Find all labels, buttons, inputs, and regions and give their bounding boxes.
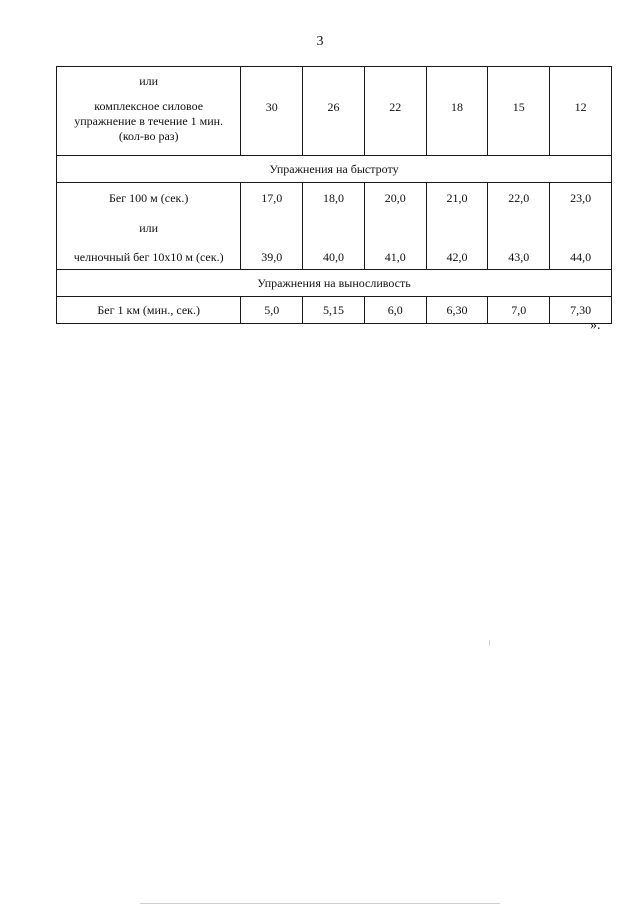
page-bottom-edge <box>140 903 500 904</box>
strength-or-text: или <box>139 74 159 88</box>
run-1km-label: Бег 1 км (мин., сек.) <box>57 297 241 324</box>
run-100m-value: 18,0 <box>323 191 344 205</box>
run-100m-value: 21,0 <box>446 191 468 205</box>
speed-row <box>57 183 612 270</box>
strength-value-cell: 26 <box>303 67 365 156</box>
strength-value-cell: 22 <box>364 67 426 156</box>
scan-artifact <box>489 640 490 646</box>
run-100m-label: Бег 100 м (сек.) <box>109 191 189 205</box>
strength-label-line: (кол-во раз) <box>118 129 179 143</box>
shuttle-run-label: челночный бег 10х10 м (сек.) <box>73 250 224 264</box>
run-1km-value: 5,15 <box>303 297 365 324</box>
speed-exercise-label <box>57 183 241 270</box>
speed-value-cell <box>426 183 488 270</box>
run-1km-value: 6,30 <box>426 297 488 324</box>
speed-value-cell <box>241 183 303 270</box>
endurance-row <box>57 297 612 324</box>
speed-value-cell <box>488 183 550 270</box>
run-1km-value: 6,0 <box>364 297 426 324</box>
run-1km-value: 7,0 <box>488 297 550 324</box>
norms-table <box>56 66 612 324</box>
page-number: 3 <box>316 34 324 49</box>
speed-section-header-row <box>57 156 612 183</box>
strength-label-line: комплексное силовое <box>94 99 204 113</box>
speed-section-title: Упражнения на быстроту <box>57 156 612 183</box>
run-100m-value: 20,0 <box>384 191 406 205</box>
strength-label-line: упражнение в течение 1 мин. <box>74 114 224 128</box>
shuttle-run-value: 42,0 <box>446 250 468 264</box>
run-100m-value: 23,0 <box>570 191 592 205</box>
shuttle-run-value: 41,0 <box>384 250 406 264</box>
run-100m-value: 22,0 <box>508 191 530 205</box>
strength-value-cell: 15 <box>488 67 550 156</box>
shuttle-run-value: 40,0 <box>323 250 344 264</box>
endurance-section-header-row <box>57 270 612 297</box>
run-1km-value: 5,0 <box>241 297 303 324</box>
shuttle-run-value: 44,0 <box>570 250 592 264</box>
strength-exercise-label <box>57 67 241 156</box>
closing-quote: ». <box>590 318 601 333</box>
shuttle-run-value: 43,0 <box>508 250 530 264</box>
shuttle-run-value: 39,0 <box>261 250 283 264</box>
strength-value-cell: 18 <box>426 67 488 156</box>
strength-row <box>57 67 612 156</box>
speed-value-cell <box>364 183 426 270</box>
speed-value-cell <box>303 183 365 270</box>
run-1km-value: 7,30 <box>550 297 612 324</box>
speed-value-cell <box>550 183 612 270</box>
strength-value-cell: 12 <box>550 67 612 156</box>
endurance-section-title: Упражнения на выносливость <box>57 270 612 297</box>
run-100m-value: 17,0 <box>261 191 283 205</box>
speed-or-text: или <box>139 221 159 235</box>
strength-value-cell: 30 <box>241 67 303 156</box>
